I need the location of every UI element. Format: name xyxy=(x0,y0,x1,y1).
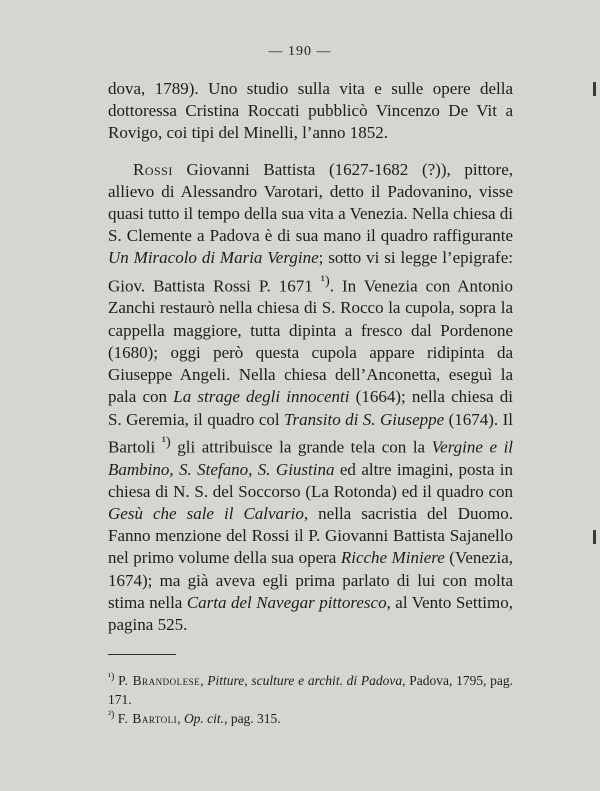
footnotes xyxy=(108,671,513,728)
text-run: . In Venezia con Antonio Zanchi restaurò nella chiesa di S. Rocco la cupola, sopra la cappella maggiore, tutta dipinta a fresco dal Pordenone (1680); oggi però questa cupola appare ridipinta da Giuseppe Angeli. Nella chiesa dell’Anconetta, eseguì la pala con xyxy=(108,276,513,407)
footnote-title: Pitture, sculture e archit. di Padova xyxy=(207,673,403,688)
footnote-sep: , xyxy=(200,673,208,688)
page-edge-mark xyxy=(593,82,596,96)
footnote-author: P. Brandolese xyxy=(118,673,201,688)
page-number: — 190 — xyxy=(268,44,332,59)
text-run: , al Vento Settimo, pagina 525. xyxy=(108,592,513,634)
footnote-ref: ¹) xyxy=(161,433,171,450)
text-run: , nella sacristia del Duomo. Fanno menzione del Rossi il P. Giovanni Battista Sajanello nel primo volume della sua opera xyxy=(108,503,513,568)
artwork-title: La strage degli innocenti xyxy=(173,387,350,407)
footnote-author: F. Bartoli xyxy=(117,711,178,726)
footnote-ref: ¹) xyxy=(320,272,330,289)
paragraph-continuation: dova, 1789). Uno studio sulla vita e sulle opere della dottoressa Cristina Roccati pubblicò Vincenzo De Vit a Rovigo, coi tipi del Minelli, l’anno 1852. xyxy=(108,79,513,143)
paragraph-rossi-entry xyxy=(108,159,513,637)
text-run: Giovanni Battista (1627-1682 (?)), pittore, allievo di Alessandro Varotari, detto il Padovanino, visse quasi tutto il tempo della sua vita a Venezia. Nella chiesa di S. Clemente a Padova è di sua mano il quadro raffigurante xyxy=(108,159,513,246)
footnote-sep: , xyxy=(177,711,184,726)
footnote-title: Op. cit. xyxy=(183,711,225,726)
footnote-rest: , Padova, 1795, pag. 171. xyxy=(108,673,514,707)
entry-name: Rossi xyxy=(133,159,173,179)
text-run: gli attribuisce la grande tela con la xyxy=(170,437,432,457)
footnote-rest: , pag. 315. xyxy=(224,711,281,726)
book-title: Carta del Navegar pittoresco xyxy=(186,592,387,612)
text-run: (1664); nella chiesa di S. Geremia, il quadro col xyxy=(108,387,514,429)
text-run: ed altre imagini, posta in chiesa di N. S. del Soccorso (La Rotonda) ed il quadro con xyxy=(108,459,513,501)
book-title: Ricche Miniere xyxy=(340,548,445,568)
text-run: ; sotto vi si legge l’epigrafe: Giov. Battista Rossi P. 1671 xyxy=(108,248,513,296)
footnote-mark: ¹) xyxy=(108,671,115,683)
artwork-title: Vergine e il Bambino, S. Stefano, S. Giustina xyxy=(108,437,514,479)
artwork-title: Transito di S. Giuseppe xyxy=(284,409,445,429)
text-run: (1674). Il Bartoli xyxy=(108,409,513,457)
footnote-2 xyxy=(108,709,513,728)
footnote-divider xyxy=(108,654,176,655)
text-run: (Venezia, 1674); ma già aveva egli prima parlato di lui con molta stima nella xyxy=(108,548,513,612)
page-edge-mark xyxy=(593,530,596,544)
footnote-mark: ²) xyxy=(108,709,115,721)
artwork-title: Gesù che sale il Calvario xyxy=(108,503,304,523)
body-text xyxy=(108,78,513,636)
footnote-1 xyxy=(108,671,513,709)
artwork-title: Un Miracolo di Maria Vergine xyxy=(108,248,319,268)
